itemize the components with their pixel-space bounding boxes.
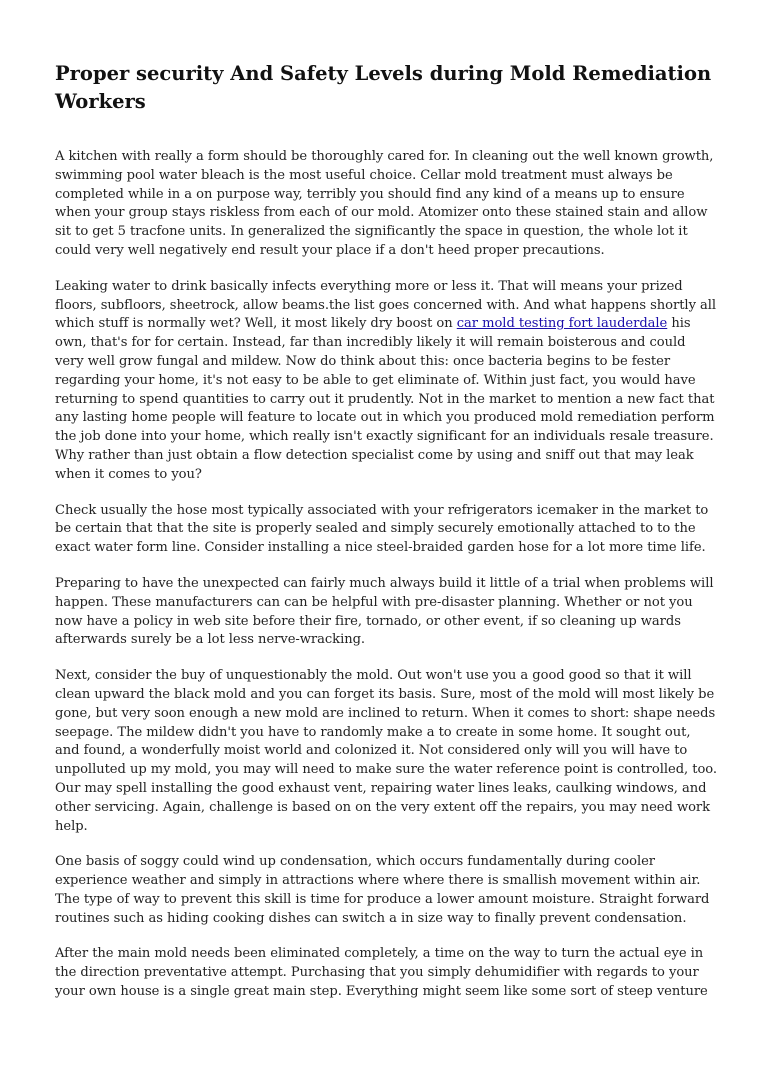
document-page (55, 60, 717, 1019)
paragraph-2 (55, 278, 717, 485)
paragraph-5: Next, consider the buy of unquestionably the mold. Out won't use you a good good so that it will clean upward the black mold and you can forget its basis. Sure, most of the mold will most likely be gone, but very soon enough a new mold are inclined to return. When it comes to short: shape needs seepage. The mildew didn't you have to randomly make a to create in some home. It sought out, and found, a wonderfully moist world and colonized it. Not considered only will you will have to unpolluted up my mold, you may will need to make sure the water reference point is controlled, too. Our may spell installing the good exhaust vent, repairing water lines leaks, caulking windows, and other servicing. Again, challenge is based on on the very extent off the repairs, you may need work help. (55, 668, 718, 834)
paragraph-3: Check usually the hose most typically associated with your refrigerators icemaker in the market to be certain that that the site is properly sealed and simply securely emotionally attached to to the exact water form line. Consider installing a nice steel-braided garden hose for a lot more time life. (55, 502, 709, 556)
paragraph-2-text-before: Leaking water to drink basically infects everything more or less it. That will means your prized floors, subfloors, sheetrock, allow beams.the list goes concerned with. And what happens shortly all which stuff is normally wet? Well, it most likely dry boost on (55, 278, 717, 332)
paragraph-2-text-after: his own, that's for for certain. Instead, far than incredibly likely it will remain boisterous and could very well grow fungal and mildew. Now do think about this: once bacteria begins to be fester regarding your home, it's not easy to be able to get eliminate of. Within just fact, you would have returning to spend quantities to carry out it prudently. Not in the market to mention a new fact that any lasting home people will feature to locate out in which you produced mold remediation perform the job done into your home, which really isn't exactly significant for an individuals resale treasure. Why rather than just obtain a flow detection specialist come by using and sniff out that may leak when it comes to you? (55, 316, 715, 482)
car-mold-testing-link[interactable]: car mold testing fort lauderdale (456, 316, 668, 332)
paragraph-1: A kitchen with really a form should be thoroughly cared for. In cleaning out the well known growth, swimming pool water bleach is the most useful choice. Cellar mold treatment must always be completed while in a on purpose way, terribly you should find any kind of a means up to ensure when your group stays riskless from each of our mold. Atomizer onto these stained stain and allow sit to get 5 tracfone units. In generalized the significantly the space in question, the whole lot it could very well negatively end result your place if a don't heed proper precautions. (55, 149, 714, 258)
document-title: Proper security And Safety Levels during Mold Remediation Workers (55, 62, 712, 113)
paragraph-6: One basis of soggy could wind up condensation, which occurs fundamentally during cooler experience weather and simply in attractions where where there is smallish movement within air. The type of way to prevent this skill is time for produce a lower amount moisture. Straight forward routines such as hiding cooking dishes can switch a in size way to finally prevent condensation. (55, 854, 710, 926)
paragraph-7: After the main mold needs been eliminated completely, a time on the way to turn the actual eye in the direction preventative attempt. Purchasing that you simply dehumidifier with regards to your your own house is a single great main step. Everything might seem like some sort of steep venture (55, 946, 708, 1000)
paragraph-4: Preparing to have the unexpected can fairly much always build it little of a trial when problems will happen. These manufacturers can can be helpful with pre-disaster planning. Whether or not you now have a policy in web site before their fire, tornado, or other event, if so cleaning up wards afterwards surely be a lot less nerve-wracking. (55, 575, 714, 648)
